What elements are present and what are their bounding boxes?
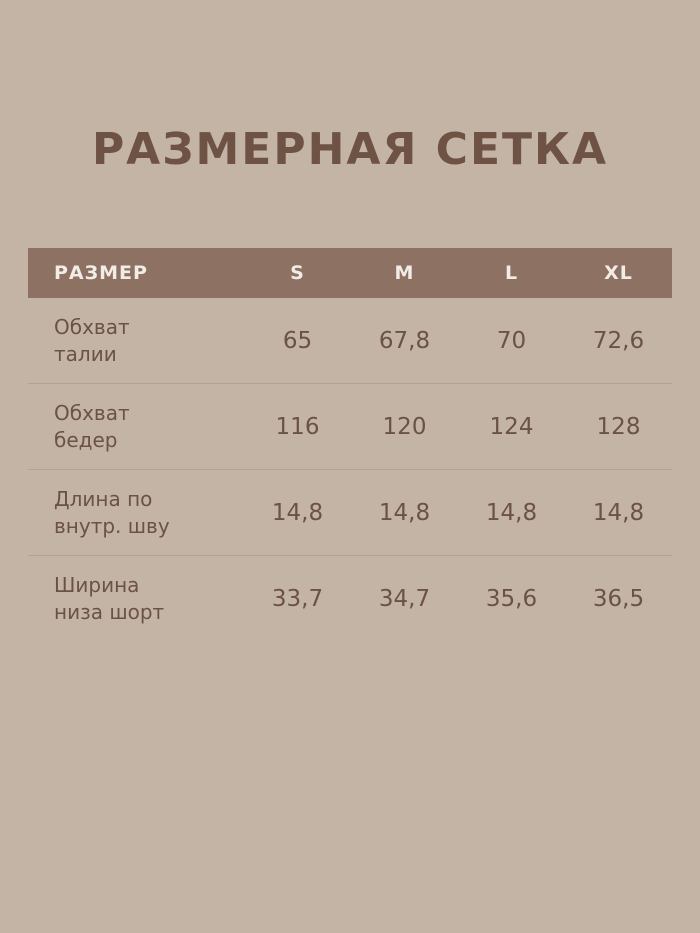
row-label-line2: талии <box>54 341 117 366</box>
cell-hem-xl: 36,5 <box>592 585 645 612</box>
header-measurement-label: РАЗМЕР <box>54 262 148 284</box>
row-label-waist <box>28 298 244 384</box>
size-table <box>28 248 672 641</box>
cell-hem-s: 33,7 <box>271 585 324 612</box>
row-label-hem-width <box>28 556 244 642</box>
cell-waist-l: 70 <box>458 298 565 384</box>
row-label-hips <box>28 384 244 470</box>
page-title: РАЗМЕРНАЯ СЕТКА <box>91 124 609 175</box>
table-row <box>28 384 672 470</box>
table-row <box>28 298 672 384</box>
row-label-line2: бедер <box>54 427 118 452</box>
cell-inseam-xl: 14,8 <box>565 470 672 556</box>
size-table-body <box>28 298 672 641</box>
cell-hem-m: 34,7 <box>378 585 431 612</box>
row-label-line1: Обхват <box>54 400 130 425</box>
cell-waist-s: 65 <box>244 298 351 384</box>
header-size-m: M <box>394 262 415 284</box>
cell-hips-l: 124 <box>458 384 565 470</box>
row-label-line1: Ширина <box>54 572 140 597</box>
header-size-l: L <box>504 262 519 284</box>
cell-waist-xl: 72,6 <box>565 298 672 384</box>
row-label-line1: Длина по <box>54 486 153 511</box>
cell-inseam-m: 14,8 <box>351 470 458 556</box>
size-table-header <box>28 248 672 298</box>
cell-hips-m: 120 <box>351 384 458 470</box>
row-label-line2: внутр. шву <box>54 513 170 538</box>
cell-waist-m: 67,8 <box>351 298 458 384</box>
cell-hips-xl: 128 <box>565 384 672 470</box>
cell-hem-l: 35,6 <box>485 585 538 612</box>
header-size-xl: XL <box>604 262 633 284</box>
cell-hips-s: 116 <box>244 384 351 470</box>
cell-inseam-l: 14,8 <box>458 470 565 556</box>
table-row <box>28 470 672 556</box>
row-label-line1: Обхват <box>54 314 130 339</box>
table-header-row <box>28 248 672 298</box>
header-size-s: S <box>290 262 305 284</box>
cell-inseam-s: 14,8 <box>244 470 351 556</box>
row-label-inseam <box>28 470 244 556</box>
table-row <box>28 556 672 642</box>
row-label-line2: низа шорт <box>54 599 165 624</box>
size-table-container <box>28 248 672 641</box>
